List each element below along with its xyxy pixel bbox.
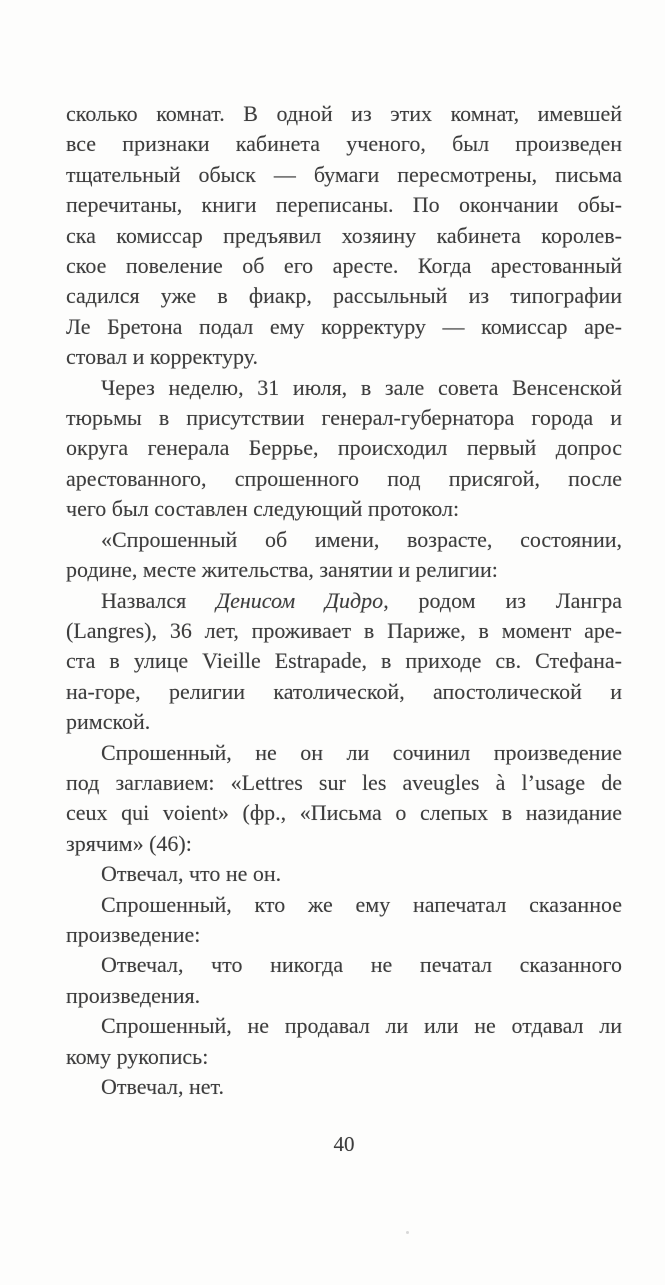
text-line — [66, 433, 622, 463]
text-segment: (Langres), 36 лет, проживает в Париже, в момент аре- — [66, 617, 622, 643]
text-segment: садился уже в фиакр, рассыльный из типографии — [66, 283, 622, 309]
text-segment: родине, месте жительства, занятии и религии: — [66, 557, 498, 583]
text-line — [66, 160, 622, 190]
text-segment: под заглавием: «Lettres sur les aveugles à l’usage de — [66, 769, 622, 795]
text-line — [66, 981, 622, 1011]
text-line — [66, 129, 622, 159]
text-segment: арестованного, спрошенного под присягой, после — [66, 465, 622, 491]
text-line — [66, 525, 622, 555]
text-segment: ceux qui voient» (фр., «Письма о слепых в назидание — [66, 800, 622, 826]
text-segment: римской. — [66, 709, 151, 735]
text-line — [66, 646, 622, 676]
text-segment: произведения. — [66, 982, 201, 1008]
text-line — [66, 373, 622, 403]
text-line — [66, 555, 622, 585]
page-text-block — [66, 99, 622, 1102]
text-line — [66, 890, 622, 920]
text-segment: Назвался — [101, 587, 217, 613]
text-segment: , родом из Лангра — [383, 587, 622, 613]
text-line — [66, 768, 622, 798]
text-line — [66, 281, 622, 311]
text-line — [66, 190, 622, 220]
text-segment: Спрошенный, не продавал ли или не отдавал ли — [101, 1013, 622, 1039]
text-line — [66, 99, 622, 129]
text-line — [66, 494, 622, 524]
text-segment: округа генерала Беррье, происходил первый допрос — [66, 435, 622, 461]
text-line — [66, 1042, 622, 1072]
text-segment: Отвечал, что никогда не печатал сказанного — [101, 952, 622, 978]
text-line — [66, 586, 622, 616]
text-segment-italic: Денисом Дидро — [216, 587, 384, 613]
text-segment: тюрьмы в присутствии генерал-губернатора города и — [66, 405, 622, 431]
text-line — [66, 738, 622, 768]
text-segment: Через неделю, 31 июля, в зале совета Венсенской — [101, 374, 622, 400]
text-line — [66, 403, 622, 433]
text-line — [66, 312, 622, 342]
text-segment: стовал и корректуру. — [66, 344, 258, 370]
page-number: 40 — [333, 1132, 355, 1156]
text-segment: зрячим» (46): — [66, 830, 192, 856]
text-segment: ска комиссар предъявил хозяину кабинета королев- — [66, 222, 622, 248]
text-segment: перечитаны, книги переписаны. По окончании обы- — [66, 192, 622, 218]
text-line — [66, 464, 622, 494]
text-line — [66, 920, 622, 950]
text-segment: все признаки кабинета ученого, был произведен — [66, 131, 622, 157]
text-segment: Спрошенный, не он ли сочинил произведение — [101, 739, 622, 765]
text-segment: «Спрошенный об имени, возрасте, состоянии, — [101, 526, 622, 552]
text-line — [66, 950, 622, 980]
text-segment: ское повеление об его аресте. Когда арестованный — [66, 253, 622, 279]
text-line — [66, 616, 622, 646]
text-line — [66, 1072, 622, 1102]
text-line — [66, 859, 622, 889]
text-segment: Отвечал, нет. — [101, 1074, 224, 1099]
text-line — [66, 707, 622, 737]
text-segment: произведение: — [66, 921, 201, 947]
text-segment: чего был составлен следующий протокол: — [66, 496, 460, 522]
text-line — [66, 221, 622, 251]
text-segment: Спрошенный, кто же ему напечатал сказанное — [101, 891, 622, 917]
text-line — [66, 251, 622, 281]
scan-speck-dot — [406, 1231, 409, 1234]
text-line — [66, 342, 622, 372]
text-line — [66, 829, 622, 859]
text-segment: на-горе, религии католической, апостолической и — [66, 678, 622, 704]
text-segment: Ле Бретона подал ему корректуру — комиссар аре- — [66, 313, 622, 339]
text-line — [66, 677, 622, 707]
text-line — [66, 798, 622, 828]
text-segment: кому рукопись: — [66, 1043, 209, 1069]
text-segment: ста в улице Vieille Estrapade, в приходе св. Стефана- — [66, 648, 622, 674]
text-segment: Отвечал, что не он. — [101, 861, 282, 887]
text-segment: тщательный обыск — бумаги пересмотрены, письма — [66, 161, 622, 187]
text-line — [66, 1011, 622, 1041]
text-segment: сколько комнат. В одной из этих комнат, имевшей — [66, 101, 622, 126]
